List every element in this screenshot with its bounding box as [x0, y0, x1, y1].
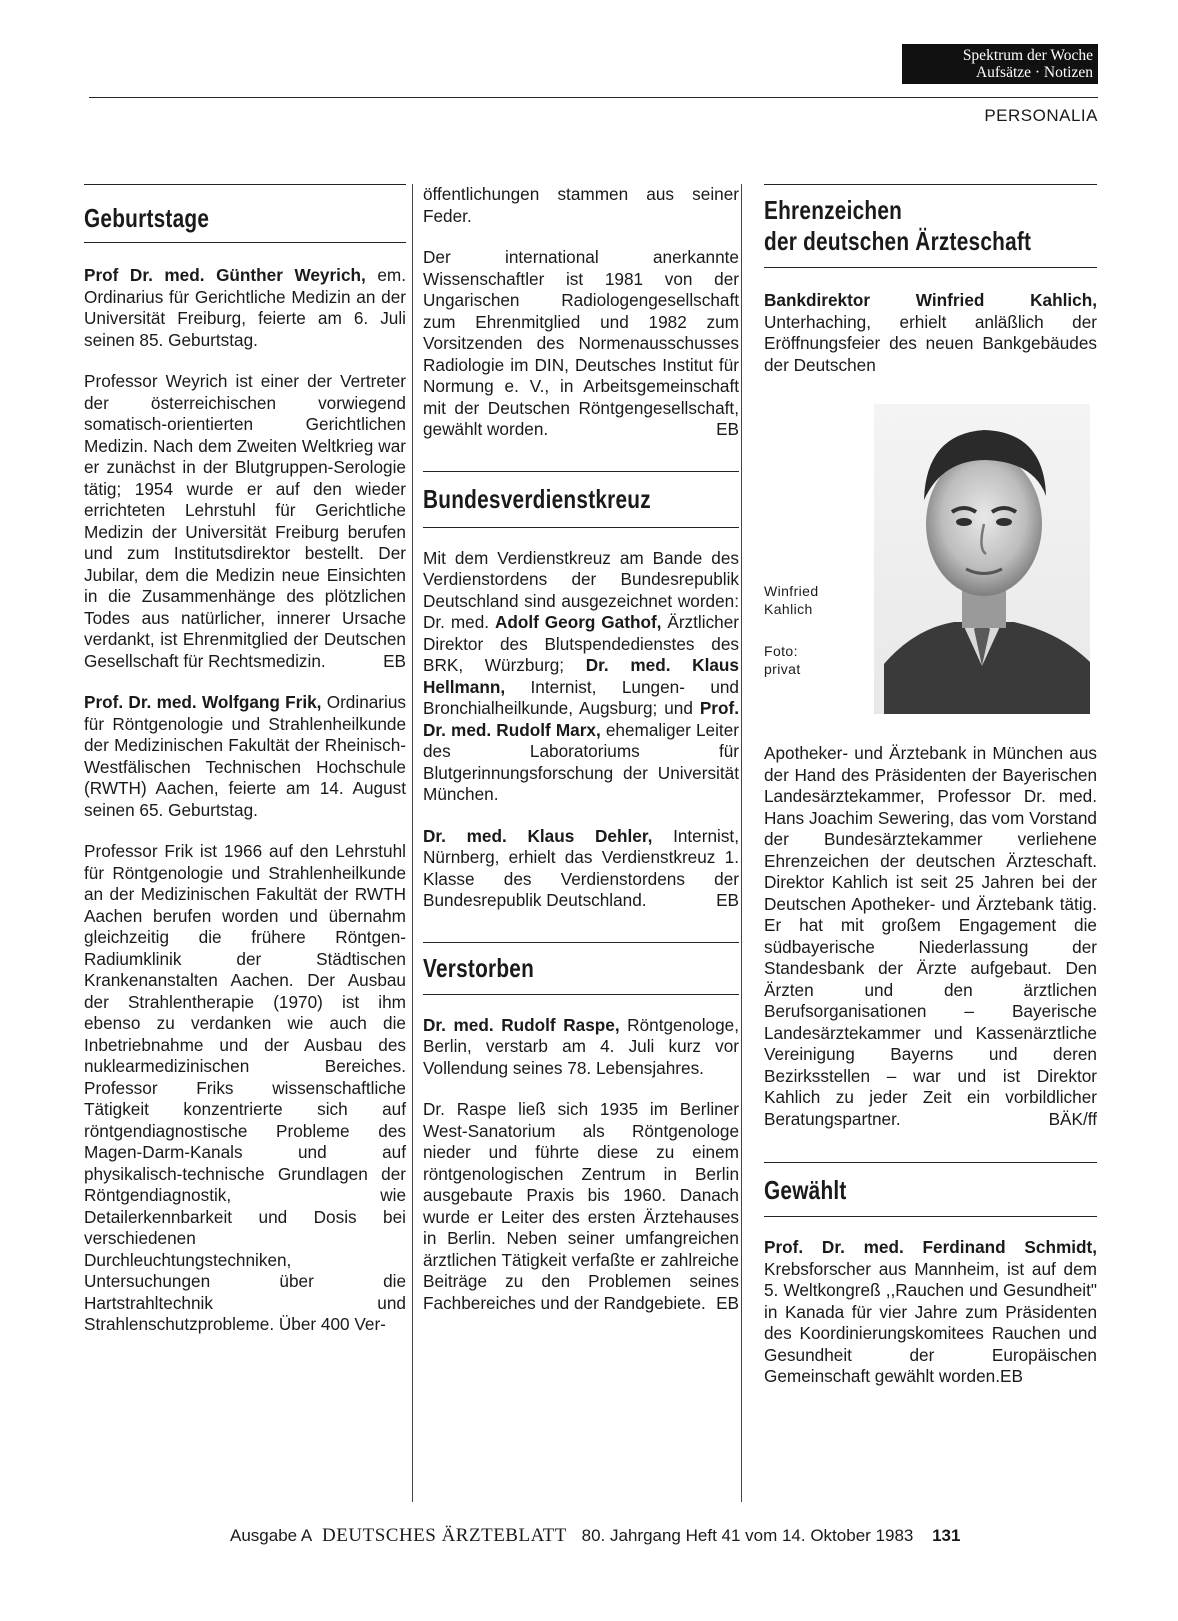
author-signature: EB: [716, 890, 739, 910]
article-raspe-body: Dr. Raspe ließ sich 1935 im Berliner West-Sanatorium als Röntgenologe nieder und führte diese zu einem röntgenologischen Zentrum in Berlin ausgebaute Praxis bis 1960. Danach wurde er Leiter des ersten Ärztehauses in Berlin. Neben seiner umfangreichen ärztlichen Tätigkeit verfaßte er zahlreiche Beiträge zu den Problemen seines Fachbereiches und der Randgebiete. EB: [423, 1099, 739, 1313]
person-name: Prof. Dr. med. Ferdinand Schmidt,: [764, 1237, 1097, 1257]
issue-info: 80. Jahrgang Heft 41 vom 14. Oktober 1983: [581, 1526, 914, 1545]
heading-block-verstorben: [423, 942, 739, 995]
author-signature: EB: [716, 1292, 739, 1313]
heading-block-ehrenzeichen: [764, 184, 1097, 268]
article-weyrich-body: Professor Weyrich ist einer der Vertreter der österreichischen vorwiegend somatisch-orientierten Gerichtlichen Medizin. Nach dem Zweiten Weltkrieg war er zunächst in der Blutgruppen-Serologie tätig; 1954 wurde er auf den wieder errichteten Lehrstuhl für Gerichtliche Medizin der Universität Freiburg berufen und zum Institutsdirektor bestellt. Der Jubilar, dem die Medizin neue Einsichten in die Zusammenhänge des plötzlichen Todes aus natürlicher, innerer Ursache verdankt, ist Ehrenmitglied der Deutschen Gesellschaft für Rechtsmedizin. EB: [84, 371, 406, 671]
author-signature: EB: [716, 419, 739, 439]
person-name: Bankdirektor Winfried Kahlich,: [764, 290, 1097, 310]
magazine-title: DEUTSCHES ÄRZTEBLATT: [322, 1525, 567, 1546]
heading-block-geburtstage: [84, 184, 406, 243]
article-weyrich-intro: Prof Dr. med. Günther Weyrich, em. Ordinarius für Gerichtliche Medizin an der Universität Freiburg, feierte am 6. Juli seinen 85. Geburtstag.: [84, 265, 406, 350]
author-signature: EB: [383, 650, 406, 671]
author-signature: EB: [999, 1366, 1023, 1386]
portrait-photo: [874, 404, 1090, 714]
heading-rule-bottom: [764, 267, 1097, 268]
heading-bundesverdienstkreuz: Bundesverdienstkreuz: [423, 483, 651, 514]
article-raspe-intro: Dr. med. Rudolf Raspe, Röntgenologe, Berlin, verstarb am 4. Juli kurz vor Vollendung seines 78. Lebensjahres.: [423, 1014, 739, 1078]
article-frik-awards: Der international anerkannte Wissenschaftler ist 1981 von der Ungarischen Radiologengesellschaft zum Ehrenmitglied und 1982 zum Vorsitzenden des Normenausschusses Radiologie im DIN, Deutsches Institut für Normung e. V., in Arbeitsgemeinschaft mit der Deutschen Röntgengesellschaft, gewählt worden. EB: [423, 247, 739, 439]
column-divider-1: [412, 184, 413, 1502]
article-kahlich-body: Apotheker- und Ärztebank in München aus der Hand des Präsidenten der Bayerischen Landesärztekammer, Professor Dr. med. Hans Joachim Sewering, das vom Vorstand der Bundesärztekammer verliehene Ehrenzeichen der deutschen Ärzteschaft. Direktor Kahlich ist seit 25 Jahren bei der Deutschen Apotheker- und Ärztebank tätig. Er hat mit großem Engagement die südbayerische Niederlassung der Standesbank der Ärzte aufgebaut. Den Ärzten und den ärztlichen Berufsorganisationen – Bayerische Landesärztekammer und Kassenärztliche Vereinigung Bayerns und deren Bezirksstellen – war und ist Direktor Kahlich zu jeder Zeit ein vorbildlicher Beratungspartner. BÄK/ff: [764, 743, 1097, 1129]
heading-geburtstage: Geburtstage: [84, 203, 210, 233]
column-divider-2: [741, 184, 742, 1502]
person-name: Prof Dr. med. Günther Weyrich,: [84, 265, 366, 285]
heading-block-gewaehlt: [764, 1162, 1097, 1217]
section-label: PERSONALIA: [984, 106, 1098, 125]
heading-rule-bottom: [84, 242, 406, 243]
top-rule: [89, 97, 1098, 98]
article-frik-body: Professor Frik ist 1966 auf den Lehrstuhl für Röntgenologie und Strahlenheilkunde an der Medizinischen Fakultät der RWTH Aachen berufen worden und übernahm gleichzeitig die frühere Röntgen-Radiumklinik der Städtischen Krankenanstalten Aachen. Der Ausbau der Strahlentherapie (1970) ist ihm ebenso zu verdanken wie auch die Inbetriebnahme und der Ausbau des nuklearmedizinischen Bereiches. Professor Friks wissenschaftliche Tätigkeit konzentrierte sich auf röntgendiagnostische Probleme des Magen-Darm-Kanals und auf physikalisch-technische Grundlagen der Röntgendiagnostik, wie Detailerkennbarkeit und Dosis bei verschiedenen Durchleuchtungstechniken, Untersuchungen über die Hartstrahltechnik und Strahlenschutzprobleme. Über 400 Ver-: [84, 841, 406, 1334]
tag-line-2: Aufsätze · Notizen: [975, 64, 1093, 81]
article-verdienstkreuz: Mit dem Verdienstkreuz am Bande des Verdienstordens der Bundesrepublik Deutschland sind ausgezeichnet worden: Dr. med. Adolf Georg Gathof, Ärztlicher Direktor des Blutspendedienstes des BRK, Würzburg; Dr. med. Klaus Hellmann, Internist, Lungen- und Bronchialheilkunde, Augsburg; und Prof. Dr. med. Rudolf Marx, ehemaliger Leiter des Laboratoriums für Blutgerinnungsforschung der Universität München.: [423, 547, 739, 804]
column-3: [764, 184, 1097, 1388]
section-tag-box: [902, 44, 1098, 84]
heading-block-bundesverdienstkreuz: [423, 471, 739, 528]
column-1: [84, 184, 406, 1336]
person-name: Prof. Dr. med. Wolfgang Frik,: [84, 692, 322, 712]
heading-rule-bottom: [423, 527, 739, 528]
page-footer: [230, 1525, 960, 1547]
article-kahlich-intro: Bankdirektor Winfried Kahlich, Unterhaching, erhielt anläßlich der Eröffnungsfeier des neuen Bankgebäudes der Deutschen: [764, 290, 1097, 375]
heading-gewaehlt: Gewählt: [764, 1175, 847, 1205]
article-frik-intro: Prof. Dr. med. Wolfgang Frik, Ordinarius für Röntgenologie und Strahlenheilkunde der Medizinischen Fakultät der Rheinisch-Westfälischen Technischen Hochschule (RWTH) Aachen, feierte am 14. August seinen 65. Geburtstag.: [84, 692, 407, 820]
tag-line-1: Spektrum der Woche: [962, 47, 1093, 64]
heading-verstorben: Verstorben: [423, 952, 535, 983]
article-dehler: Dr. med. Klaus Dehler, Internist, Nürnberg, erhielt das Verdienstkreuz 1. Klasse des Verdienstordens der Bundesrepublik Deutschland. EB: [423, 825, 739, 910]
article-frik-continued: öffentlichungen stammen aus seiner Feder.: [423, 184, 739, 226]
edition-label: Ausgabe A: [230, 1526, 312, 1545]
photo-caption-credit: Foto: privat: [764, 643, 801, 677]
person-name: Dr. med. Klaus Dehler,: [423, 825, 653, 846]
author-signature: BÄK/ff: [1048, 1108, 1097, 1129]
heading-rule-bottom: [423, 994, 739, 995]
heading-rule-bottom: [764, 1216, 1097, 1217]
page-number: 131: [932, 1526, 961, 1545]
heading-ehrenzeichen: Ehrenzeichen der deutschen Ärzteschaft: [764, 195, 1032, 256]
article-schmidt: Prof. Dr. med. Ferdinand Schmidt, Krebsforscher aus Mannheim, ist auf dem 5. Weltkongreß ,,Rauchen und Gesundheit" in Kanada für vier Jahre zum Präsidenten des Koordinierungskomitees Rauchen und Gesundheit der Europäischen Gemeinschaft gewählt worden.EB: [764, 1237, 1097, 1386]
person-name: Dr. med. Rudolf Raspe,: [423, 1014, 620, 1035]
portrait-figure: [764, 384, 1097, 729]
photo-caption-name: Winfried Kahlich: [764, 583, 819, 617]
column-2: [423, 184, 739, 1314]
